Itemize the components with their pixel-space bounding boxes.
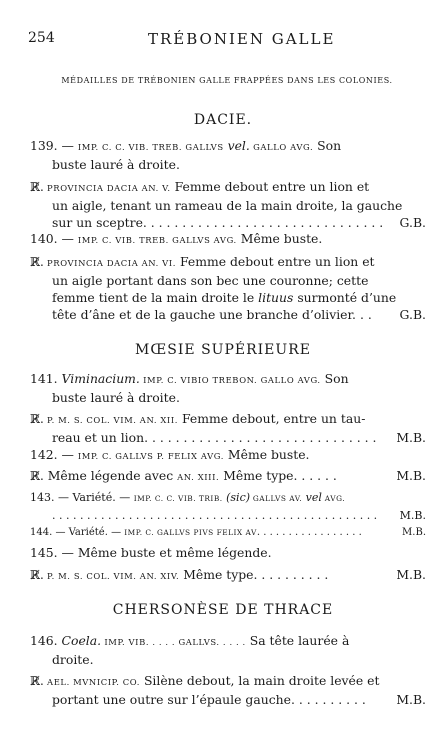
- rarity: M.B.: [402, 527, 426, 538]
- entry-141: 141. Viminacium. IMP. C. VIBIO TREBON. GALLO AVG. Son buste lauré à droite.: [30, 371, 349, 405]
- reverse-mark: ℝ̸.: [30, 412, 44, 426]
- entry-number: 143.: [30, 491, 55, 504]
- reverse-mark: ℝ̸.: [30, 255, 44, 269]
- entry-number: 139.: [30, 138, 58, 153]
- entry-140-reverse: ℝ̸. PROVINCIA DACIA AN. VI. Femme debout entre un lion et un aigle portant dans son bec une couronne; cette femme tient de la main droite le lituus surmonté d’une tête d’âne et de la gauche une branche d’olivier. . . G.B.: [30, 254, 426, 322]
- heading-moesie: MŒSIE SUPÉRIEURE: [135, 342, 311, 358]
- entry-number: 141.: [30, 371, 58, 386]
- entry-139-reverse: ℝ̸. PROVINCIA DACIA AN. V. Femme debout entre un lion et un aigle, tenant un rameau de la main droite, la gauche sur un sceptre. . . . . . . . . . . . . . . . . . . . . . . . . . . . . . . G.B.: [30, 179, 426, 230]
- reverse-mark: ℝ̸.: [30, 180, 44, 194]
- entry-145: 145. — Même buste et même légende.: [30, 545, 272, 560]
- entry-141-reverse: ℝ̸. P. M. S. COL. VIM. AN. XII. Femme debout, entre un tau- reau et un lion. . . . . . . . . . . . . . . . . . . . . . . . . . . . . . M.B.: [30, 411, 426, 445]
- section-subtitle: MÉDAILLES DE TRÉBONIEN GALLE FRAPPÉES DANS LES COLONIES.: [61, 76, 393, 85]
- rarity: M.B.: [396, 468, 426, 483]
- rarity: G.B.: [399, 307, 426, 322]
- running-title: TRÉBONIEN GALLE: [148, 30, 336, 48]
- entry-number: 145.: [30, 545, 58, 560]
- heading-dacie: DACIE.: [193, 112, 253, 128]
- heading-chersonese: CHERSONÈSE DE THRACE: [112, 602, 334, 618]
- entry-146-reverse: ℝ̸. AEL. MVNICIP. CO. Silène debout, la main droite levée et portant une outre sur l’épaule gauche. . . . . . . . . . M.B.: [30, 673, 426, 707]
- reverse-mark: ℝ̸.: [30, 674, 44, 688]
- entry-140: 140. — IMP. C. VIB. TREB. GALLVS AVG. Même buste.: [30, 231, 323, 246]
- entry-number: 140.: [30, 231, 58, 246]
- entry-number: 146.: [30, 633, 58, 648]
- running-head: [28, 30, 428, 50]
- entry-number: 142.: [30, 447, 58, 462]
- entry-139: 139. — IMP. C. C. VIB. TREB. GALLVS vel. GALLO AVG. Son buste lauré à droite.: [30, 138, 342, 172]
- entry-144: 144. — Variété. — IMP. C. GALLVS PIVS FELIX AV. . . . . . . . . . . . . . . . . M.B.: [30, 524, 426, 541]
- rarity: M.B.: [399, 509, 426, 522]
- entry-142-reverse: ℝ̸. Même légende avec AN. XIII. Même type. . . . . . M.B.: [30, 468, 426, 483]
- rarity: G.B.: [399, 215, 426, 230]
- entry-142: 142. — IMP. C. GALLVS P. FELIX AVG. Même buste.: [30, 447, 310, 462]
- rarity: M.B.: [396, 430, 426, 445]
- reverse-mark: ℝ̸.: [30, 469, 44, 483]
- entry-145-reverse: ℝ̸. P. M. S. COL. VIM. AN. XIV. Même type. . . . . . . . . . M.B.: [30, 567, 426, 582]
- rarity: M.B.: [396, 692, 426, 707]
- entry-146: 146. Coela. IMP. VIB. . . . . GALLVS. . . . . Sa tête laurée à droite.: [30, 633, 350, 667]
- entry-number: 144.: [30, 527, 53, 538]
- reverse-mark: ℝ̸.: [30, 568, 44, 582]
- entry-143: 143. — Variété. — IMP. C. C. VIB. TRIB. (sic) GALLVS AV. vel AVG. . . . . . . . . . . . . . . . . . . . . . . . . . . . . . . . . . . . . . . . . . . . . . . . M.B.: [30, 491, 426, 522]
- rarity: M.B.: [396, 567, 426, 582]
- page-number: 254: [28, 30, 55, 46]
